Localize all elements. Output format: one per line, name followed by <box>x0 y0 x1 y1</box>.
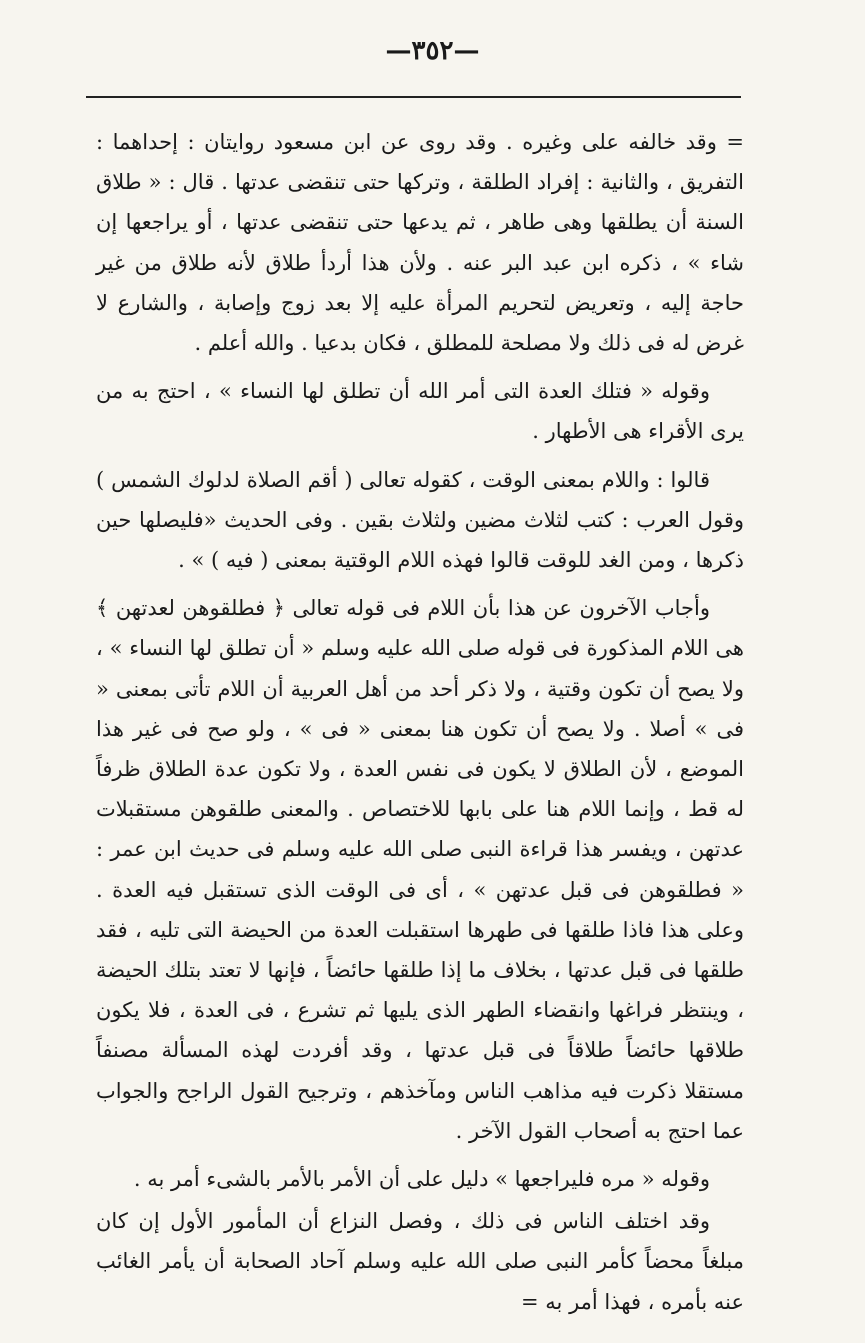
page-body <box>96 122 744 1330</box>
paragraph: وقد اختلف الناس فى ذلك ، وفصل النزاع أن المأمور الأول إن كان مبلغاً محضاً كأمر النبى صلى الله عليه وسلم آحاد الصحابة أن يأمر الغائب عنه بأمره ، فهذا أمر به = <box>96 1209 744 1314</box>
paragraph: وأجاب الآخرون عن هذا بأن اللام فى قوله تعالى ﴿ فطلقوهن لعدتهن ﴾ هى اللام المذكورة فى قوله صلى الله عليه وسلم « أن تطلق لها النساء » ، ولا يصح أن تكون وقتية ، ولا ذكر أحد من أهل العربية أن اللام تأتى بمعنى « فى » أصلا . ولا يصح أن تكون هنا بمعنى « فى » ، ولو صح فى غير هذا الموضع ، لأن الطلاق لا يكون فى نفس العدة ، ولا تكون عدة الطلاق ظرفاً له قط ، وإنما اللام هنا على بابها للاختصاص . والمعنى طلقوهن مستقبلات عدتهن ، ويفسر هذا قراءة النبى صلى الله عليه وسلم فى حديث ابن عمر : « فطلقوهن فى قبل عدتهن » ، أى فى الوقت الذى تستقبل فيه العدة . وعلى هذا فاذا طلقها فى طهرها استقبلت العدة من الحيضة التى تليه ، فقد طلقها فى قبل عدتها ، بخلاف ما إذا طلقها حائضاً ، فإنها لا تعتد بتلك الحيضة ، وينتظر فراغها وانقضاء الطهر الذى يليها ثم تشرع ، فى العدة ، فلا يكون طلاقها حائضاً طلاقاً فى قبل عدتها ، وقد أفردت لهذه المسألة مصنفاً مستقلا ذكرت فيه مذاهب الناس ومآخذهم ، وترجيح القول الراجح والجواب عما احتج به أصحاب القول الآخر . <box>96 596 744 1143</box>
paragraph: قالوا : واللام بمعنى الوقت ، كقوله تعالى ( أقم الصلاة لدلوك الشمس ) وقول العرب : كتب لثلاث مضين ولثلاث بقين . وفى الحديث «فليصلها حين ذكرها ، ومن الغد للوقت قالوا فهذه اللام الوقتية بمعنى ( فيه ) » . <box>96 467 744 573</box>
paragraph: وقوله « فتلك العدة التى أمر الله أن تطلق لها النساء » ، احتج به من يرى الأقراء هى الأطهار . <box>96 379 744 444</box>
header-rule <box>86 96 741 98</box>
paragraph: وقوله « مره فليراجعها » دليل على أن الأمر بالأمر بالشىء أمر به . <box>133 1167 710 1192</box>
page-number: —٣٥٢— <box>385 36 480 66</box>
paragraph: = وقد خالفه على وغيره . وقد روى عن ابن مسعود روايتان : إحداهما : التفريق ، والثانية : إفراد الطلقة ، وتركها حتى تنقضى عدتها . قال : « طلاق السنة أن يطلقها وهى طاهر ، ثم يدعها حتى تنقضى عدتها ، أو يراجعها إن شاء » ، ذكره ابن عبد البر عنه . ولأن هذا أردأ طلاق لأنه طلاق من غير حاجة إليه ، وتعريض لتحريم المرأة عليه إلا بعد زوج وإصابة ، والشارع لا غرض له فى ذلك ولا مصلحة للمطلق ، فكان بدعيا . والله أعلم . <box>96 130 744 356</box>
